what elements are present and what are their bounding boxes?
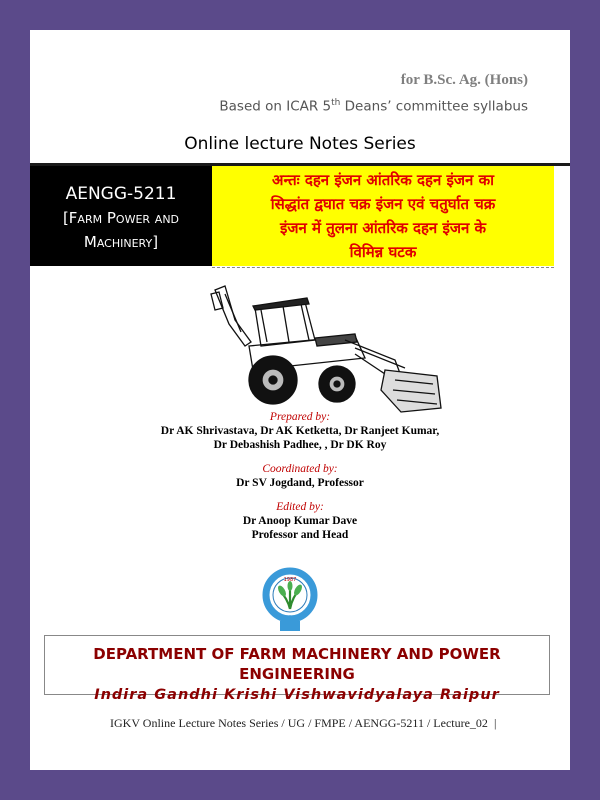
lecture-title-line2: सिद्धांत द्वघात चक्र इंजन एवं चतुर्घात चक्र	[270, 195, 496, 213]
prepared-by-line2: Dr Debashish Padhee, , Dr DK Roy	[213, 439, 387, 451]
degree-label: for B.Sc. Ag. (Hons)	[400, 72, 528, 88]
series-title: Online lecture Notes Series	[184, 134, 416, 154]
basis-sup: th	[331, 98, 341, 108]
department-name: DEPARTMENT OF FARM MACHINERY AND POWER ENGINEERING	[93, 645, 501, 683]
footer	[110, 716, 496, 731]
footer-text: IGKV Online Lecture Notes Series / UG / FMPE / AENGG-5211 / Lecture_02	[110, 716, 488, 730]
coordinated-by-name: Dr SV Jogdand, Professor	[236, 477, 364, 489]
department-box	[44, 635, 550, 703]
coordinated-by-label: Coordinated by:	[262, 463, 338, 475]
course-code-box	[30, 166, 212, 266]
prepared-by-line1: Dr AK Shrivastava, Dr AK Ketketta, Dr Ranjeet Kumar,	[160, 425, 440, 437]
lecture-title-box	[212, 166, 554, 266]
course-code: AENGG-5211	[65, 184, 177, 204]
edited-by-label: Edited by:	[276, 501, 324, 513]
logo-year: 1987	[283, 577, 297, 583]
syllabus-basis	[219, 98, 528, 115]
credits-block	[30, 410, 570, 542]
basis-suffix: Deans’ committee syllabus	[340, 98, 528, 115]
footer-bar: |	[493, 716, 497, 730]
course-title-line1: [Farm Power and	[62, 209, 180, 227]
basis-prefix: Based on ICAR 5	[219, 98, 332, 115]
lecture-title-line3: इंजन में तुलना आंतरिक दहन इंजन के	[279, 219, 487, 237]
university-seal-icon	[262, 565, 318, 635]
prepared-by-label: Prepared by:	[269, 411, 331, 423]
lecture-title-line1: अन्तः दहन इंजन आंतरिक दहन इंजन का	[272, 171, 494, 189]
backhoe-loader-illustration	[205, 280, 445, 425]
edited-by-name: Dr Anoop Kumar Dave	[242, 515, 358, 527]
cover-page	[30, 30, 570, 770]
course-title-line2: Machinery]	[83, 233, 159, 251]
edited-by-title: Professor and Head	[251, 529, 349, 541]
lecture-title-line4: विमिन्न घटक	[349, 243, 417, 261]
university-name: Indira Gandhi Krishi Vishwavidyalaya Raipur	[94, 687, 500, 703]
